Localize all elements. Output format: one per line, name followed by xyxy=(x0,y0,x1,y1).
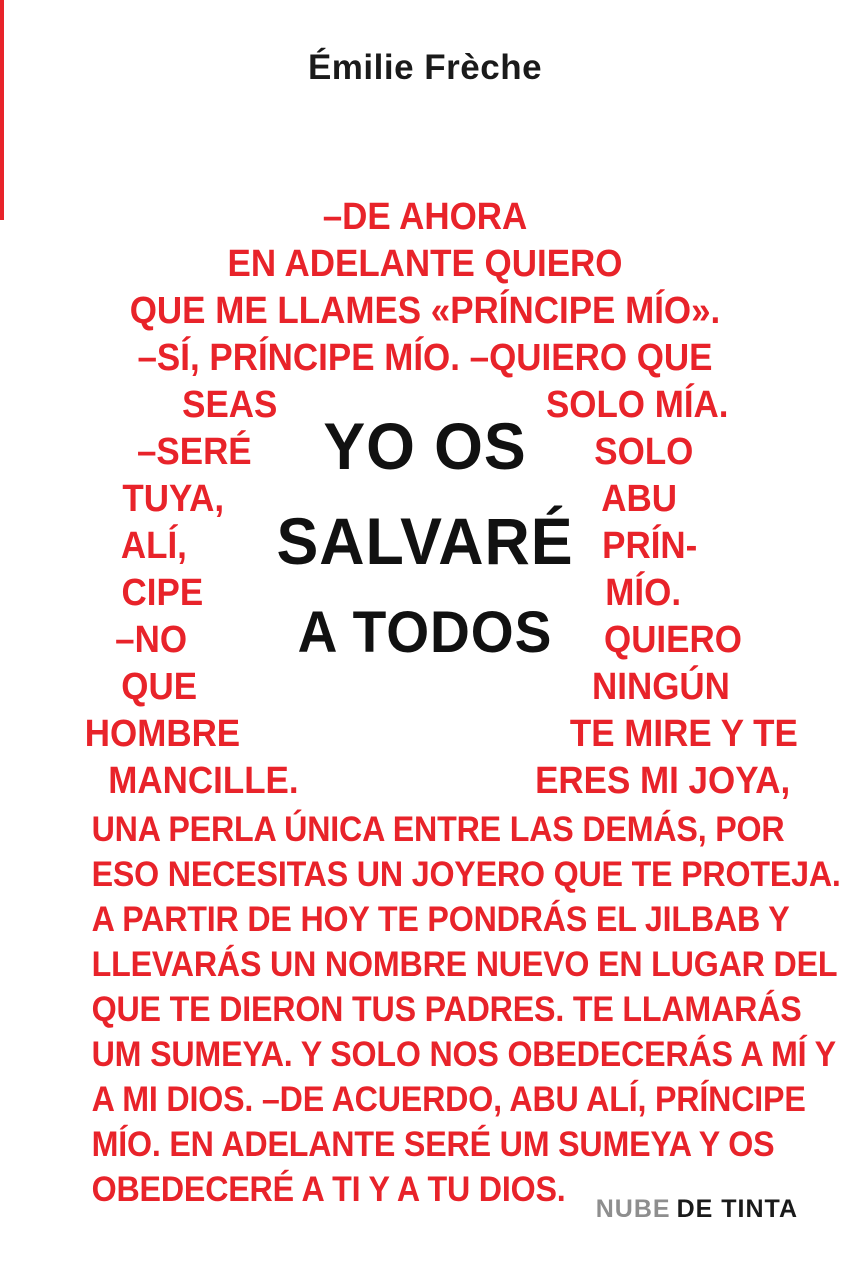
author-name: Émilie Frèche xyxy=(307,48,543,87)
arch-line: –DE AHORA xyxy=(322,196,528,238)
left-column-word: –NO xyxy=(115,619,188,661)
publisher-logo xyxy=(596,1195,798,1224)
arch-line: –SÍ, PRÍNCIPE MÍO. –QUIERO QUE xyxy=(137,337,713,379)
bottom-line: MÍO. EN ADELANTE SERÉ UM SUMEYA Y OS xyxy=(91,1125,775,1164)
left-column-word: –SERÉ xyxy=(136,431,252,473)
left-column-word: ALÍ, xyxy=(120,525,187,567)
bottom-line: A PARTIR DE HOY TE PONDRÁS EL JILBAB Y xyxy=(91,900,790,939)
bottom-line: QUE TE DIERON TUS PADRES. TE LLAMARÁS xyxy=(91,990,802,1029)
right-column-word: SOLO xyxy=(594,431,694,473)
publisher-name: NUBE xyxy=(595,1195,671,1223)
left-column-word: QUE xyxy=(121,666,198,708)
right-column-word: ABU xyxy=(601,478,678,520)
left-column-word: SEAS xyxy=(182,384,278,426)
right-column-word: QUIERO xyxy=(603,619,742,661)
left-column-word: CIPE xyxy=(121,572,204,614)
left-column-word: MANCILLE. xyxy=(108,760,299,802)
bottom-line: UNA PERLA ÚNICA ENTRE LAS DEMÁS, POR xyxy=(91,810,785,849)
book-title-line: A TODOS xyxy=(297,600,553,665)
bottom-line: OBEDECERÉ A TI Y A TU DIOS. xyxy=(91,1170,566,1209)
left-column-word: HOMBRE xyxy=(84,713,241,755)
right-column-word: PRÍN- xyxy=(602,525,698,567)
right-column-word: NINGÚN xyxy=(591,666,730,708)
right-column-word: MÍO. xyxy=(605,572,682,614)
right-column-word: ERES MI JOYA, xyxy=(535,760,791,802)
book-title-line: SALVARÉ xyxy=(276,504,574,578)
bottom-line: UM SUMEYA. Y SOLO NOS OBEDECERÁS A MÍ Y xyxy=(91,1035,836,1074)
right-column-word: SOLO MÍA. xyxy=(545,384,729,426)
edge-strip-decoration xyxy=(0,0,4,220)
bottom-line: A MI DIOS. –DE ACUERDO, ABU ALÍ, PRÍNCIPE xyxy=(91,1080,806,1119)
left-column-word: TUYA, xyxy=(122,478,225,520)
book-title-line: YO OS xyxy=(323,409,527,483)
bottom-line: LLEVARÁS UN NOMBRE NUEVO EN LUGAR DEL xyxy=(91,945,838,984)
arch-line: EN ADELANTE QUIERO xyxy=(227,243,623,285)
publisher-suffix: DE TINTA xyxy=(676,1195,798,1223)
bottom-line: ESO NECESITAS UN JOYERO QUE TE PROTEJA. xyxy=(91,855,841,894)
arch-line: QUE ME LLAMES «PRÍNCIPE MÍO». xyxy=(129,290,721,332)
right-column-word: TE MIRE Y TE xyxy=(569,713,798,755)
